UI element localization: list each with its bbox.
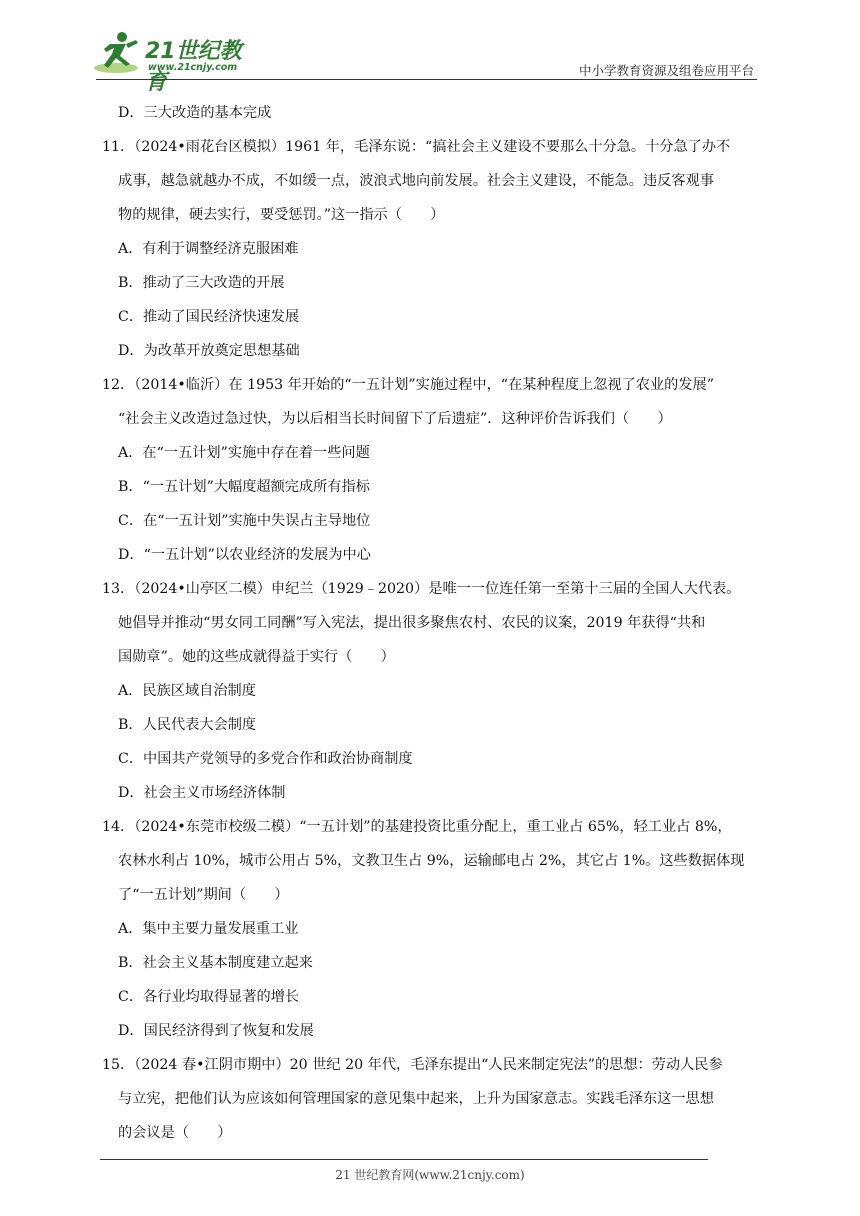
question-content xyxy=(102,96,774,1150)
answer-option: C．推动了国民经济快速发展 xyxy=(118,309,300,325)
answer-option: D．为改革开放奠定思想基础 xyxy=(118,343,300,359)
question-text: 11．（2024•雨花台区模拟）1961 年，毛泽东说：“搞社会主义建设不要那么十分急。十分急了办不 xyxy=(102,139,731,155)
runner-logo-icon xyxy=(92,30,148,76)
answer-option: B．“一五计划”大幅度超额完成所有指标 xyxy=(118,479,370,495)
answer-option: A．民族区域自治制度 xyxy=(118,683,256,699)
page-header xyxy=(0,0,860,95)
footer-divider xyxy=(100,1159,708,1160)
answer-option: D．“一五计划”以农业经济的发展为中心 xyxy=(118,547,371,563)
question-text: 15．（2024 春•江阴市期中）20 世纪 20 年代，毛泽东提出“人民来制定宪法”的思想：劳动人民参 xyxy=(102,1057,723,1073)
header-divider xyxy=(96,79,757,80)
question-text: 12．（2014•临沂）在 1953 年开始的“一五计划”实施过程中，“在某种程度上忽视了农业的发展” xyxy=(102,377,714,393)
question-text-continued: 成事，越急就越办不成，不如缓一点，波浪式地向前发展。社会主义建设，不能急。违反客观事 xyxy=(118,173,714,189)
answer-option: A．集中主要力量发展重工业 xyxy=(118,921,299,937)
answer-option: B．推动了三大改造的开展 xyxy=(118,275,285,291)
question-text: 14．（2024•东莞市校级二模）“一五计划”的基建投资比重分配上，重工业占 65%，轻工业占 8%， xyxy=(102,819,732,835)
question-text-continued: “社会主义改造过急过快，为以后相当长时间留下了后遗症”．这种评价告诉我们（ ） xyxy=(118,411,672,427)
logo-url-text: www.21cnjy.com xyxy=(148,62,238,73)
question-text-continued: 的会议是（ ） xyxy=(118,1125,232,1141)
page-footer: 21 世纪教育网(www.21cnjy.com) xyxy=(335,1168,525,1182)
answer-option: B．人民代表大会制度 xyxy=(118,717,257,733)
logo-brand-text: 21世纪教育 xyxy=(145,39,242,95)
question-text: 13．（2024•山亭区二模）申纪兰（1929﹣2020）是唯一一位连任第一至第十三届的全国人大代表。 xyxy=(102,581,741,597)
answer-option: B．社会主义基本制度建立起来 xyxy=(118,955,313,971)
answer-option: D．三大改造的基本完成 xyxy=(118,105,272,121)
answer-option: D．社会主义市场经济体制 xyxy=(118,785,286,801)
question-text-continued: 国勋章”。她的这些成就得益于实行（ ） xyxy=(118,649,395,665)
answer-option: C．在“一五计划”实施中失误占主导地位 xyxy=(118,513,371,529)
question-text-continued: 她倡导并推动“男女同工同酬”写入宪法，提出很多聚焦农村、农民的议案，2019 年获得“共和 xyxy=(118,615,706,631)
site-logo xyxy=(92,30,262,95)
question-text-continued: 了“一五计划”期间（ ） xyxy=(118,887,289,903)
answer-option: C．中国共产党领导的多党合作和政治协商制度 xyxy=(118,751,413,767)
answer-option: A．在“一五计划”实施中存在着一些问题 xyxy=(118,445,370,461)
question-text-continued: 与立宪，把他们认为应该如何管理国家的意见集中起来，上升为国家意志。实践毛泽东这一思想 xyxy=(118,1091,714,1107)
question-text-continued: 物的规律，硬去实行，要受惩罚。”这一指示（ ） xyxy=(118,207,445,223)
answer-option: A．有利于调整经济克服困难 xyxy=(118,241,299,257)
answer-option: D．国民经济得到了恢复和发展 xyxy=(118,1023,314,1039)
answer-option: C．各行业均取得显著的增长 xyxy=(118,989,300,1005)
question-text-continued: 农林水利占 10%，城市公用占 5%，文教卫生占 9%，运输邮电占 2%，其它占 1%。这些数据体现 xyxy=(118,853,745,869)
platform-name: 中小学教育资源及组卷应用平台 xyxy=(578,63,754,78)
